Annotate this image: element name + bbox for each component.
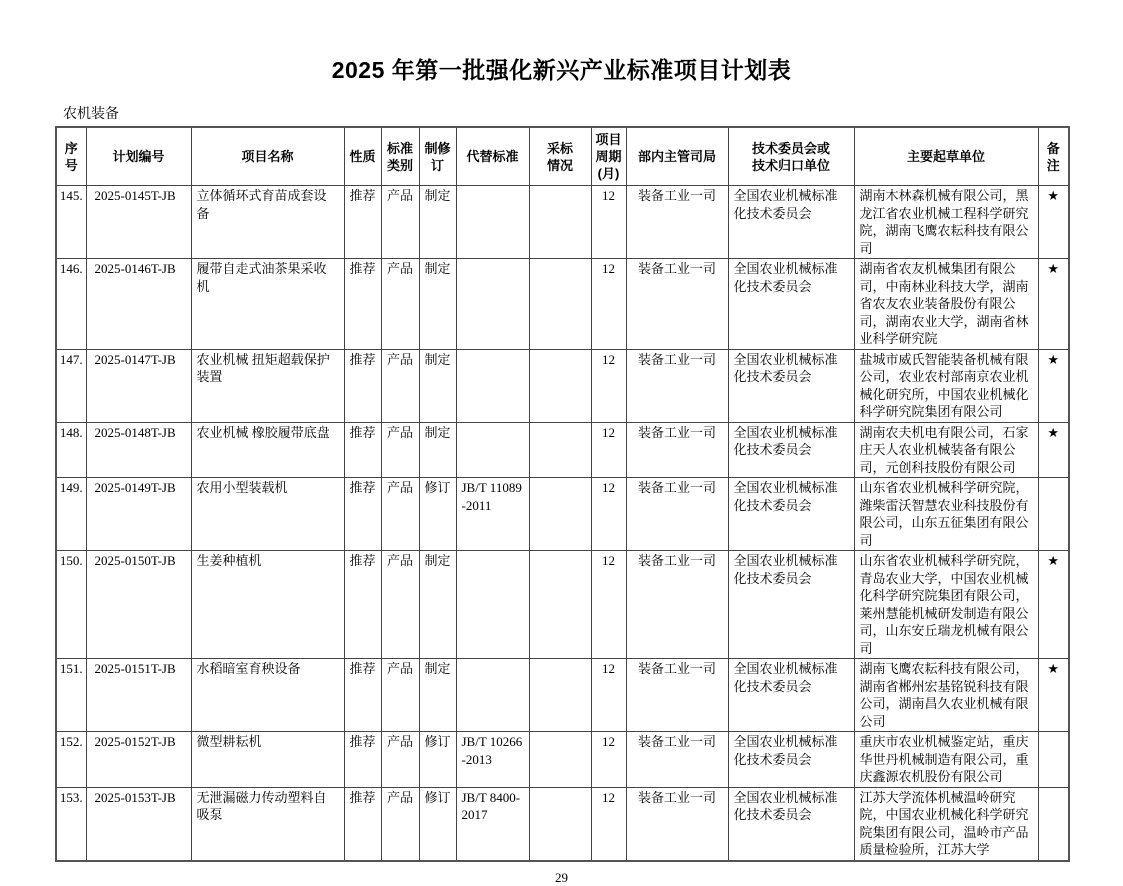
cell-nature: 推荐: [344, 551, 381, 659]
cell-name: 农业机械 橡胶履带底盘: [191, 422, 344, 478]
cell-committee: 全国农业机械标准化技术委员会: [728, 659, 854, 732]
cell-drafters: 湖南农夫机电有限公司，石家庄天人农业机械装备有限公司，元创科技股份有限公司: [854, 422, 1038, 478]
cell-cycle: 12: [591, 659, 626, 732]
cell-plan_no: 2025-0151T-JB: [86, 659, 191, 732]
cell-action: 制定: [419, 349, 456, 422]
cell-cycle: 12: [591, 732, 626, 788]
cell-adoption: [529, 478, 591, 551]
cell-remark: ★: [1038, 259, 1069, 350]
table-row: [56, 787, 1069, 861]
cell-adoption: [529, 349, 591, 422]
cell-plan_no: 2025-0148T-JB: [86, 422, 191, 478]
table-row: [56, 732, 1069, 788]
cell-committee: 全国农业机械标准化技术委员会: [728, 259, 854, 350]
standards-plan-table: [55, 126, 1070, 862]
table-row: [56, 551, 1069, 659]
cell-replaces: JB/T 11089-2011: [456, 478, 529, 551]
cell-plan_no: 2025-0149T-JB: [86, 478, 191, 551]
cell-no: 151.: [56, 659, 86, 732]
cell-committee: 全国农业机械标准化技术委员会: [728, 551, 854, 659]
cell-drafters: 盐城市威氏智能装备机械有限公司，农业农村部南京农业机械化研究所，中国农业机械化科学研究院集团有限公司: [854, 349, 1038, 422]
cell-name: 无泄漏磁力传动塑料自吸泵: [191, 787, 344, 861]
table-row: [56, 186, 1069, 259]
cell-category: 产品: [381, 422, 419, 478]
cell-category: 产品: [381, 732, 419, 788]
cell-drafters: 重庆市农业机械鉴定站，重庆华世丹机械制造有限公司，重庆鑫源农机股份有限公司: [854, 732, 1038, 788]
header-cell-category: 标准 类别: [381, 127, 419, 186]
cell-bureau: 装备工业一司: [626, 349, 728, 422]
cell-replaces: [456, 186, 529, 259]
cell-plan_no: 2025-0153T-JB: [86, 787, 191, 861]
cell-no: 147.: [56, 349, 86, 422]
header-cell-replaces: 代替标准: [456, 127, 529, 186]
cell-committee: 全国农业机械标准化技术委员会: [728, 732, 854, 788]
header-cell-name: 项目名称: [191, 127, 344, 186]
cell-name: 微型耕耘机: [191, 732, 344, 788]
cell-action: 修订: [419, 732, 456, 788]
cell-remark: [1038, 787, 1069, 861]
cell-no: 148.: [56, 422, 86, 478]
cell-drafters: 山东省农业机械科学研究院，潍柴雷沃智慧农业科技股份有限公司，山东五征集团有限公司: [854, 478, 1038, 551]
cell-nature: 推荐: [344, 349, 381, 422]
section-label: 农机装备: [63, 107, 119, 122]
cell-action: 制定: [419, 659, 456, 732]
cell-nature: 推荐: [344, 659, 381, 732]
cell-replaces: [456, 259, 529, 350]
cell-adoption: [529, 659, 591, 732]
cell-nature: 推荐: [344, 422, 381, 478]
header-cell-action: 制修 订: [419, 127, 456, 186]
table-head: [56, 127, 1069, 186]
cell-plan_no: 2025-0152T-JB: [86, 732, 191, 788]
cell-plan_no: 2025-0150T-JB: [86, 551, 191, 659]
cell-name: 立体循环式育苗成套设备: [191, 186, 344, 259]
cell-cycle: 12: [591, 422, 626, 478]
table-body: [56, 186, 1069, 861]
cell-committee: 全国农业机械标准化技术委员会: [728, 478, 854, 551]
cell-name: 农用小型装载机: [191, 478, 344, 551]
cell-category: 产品: [381, 659, 419, 732]
cell-replaces: [456, 422, 529, 478]
cell-no: 153.: [56, 787, 86, 861]
cell-nature: 推荐: [344, 787, 381, 861]
cell-remark: ★: [1038, 551, 1069, 659]
cell-no: 152.: [56, 732, 86, 788]
cell-adoption: [529, 422, 591, 478]
table-row: [56, 422, 1069, 478]
cell-drafters: 湖南省农友机械集团有限公司，中南林业科技大学，湖南省农友农业装备股份有限公司，湖南农业大学，湖南省林业科学研究院: [854, 259, 1038, 350]
cell-no: 149.: [56, 478, 86, 551]
cell-bureau: 装备工业一司: [626, 422, 728, 478]
cell-replaces: [456, 659, 529, 732]
cell-replaces: [456, 349, 529, 422]
cell-bureau: 装备工业一司: [626, 659, 728, 732]
cell-drafters: 山东省农业机械科学研究院，青岛农业大学，中国农业机械化科学研究院集团有限公司，莱州慧能机械研发制造有限公司，山东安丘瑞龙机械有限公司: [854, 551, 1038, 659]
cell-replaces: JB/T 8400-2017: [456, 787, 529, 861]
cell-plan_no: 2025-0146T-JB: [86, 259, 191, 350]
cell-adoption: [529, 787, 591, 861]
cell-replaces: JB/T 10266-2013: [456, 732, 529, 788]
table-row: [56, 259, 1069, 350]
table-row: [56, 349, 1069, 422]
cell-cycle: 12: [591, 478, 626, 551]
header-cell-committee: 技术委员会或 技术归口单位: [728, 127, 854, 186]
cell-adoption: [529, 186, 591, 259]
cell-cycle: 12: [591, 259, 626, 350]
page-number: 29: [555, 869, 568, 885]
cell-nature: 推荐: [344, 259, 381, 350]
cell-action: 制定: [419, 186, 456, 259]
cell-bureau: 装备工业一司: [626, 186, 728, 259]
cell-remark: ★: [1038, 349, 1069, 422]
cell-category: 产品: [381, 259, 419, 350]
header-cell-plan_no: 计划编号: [86, 127, 191, 186]
document-page: [55, 52, 1068, 886]
page-title: 2025 年第一批强化新兴产业标准项目计划表: [331, 57, 792, 83]
cell-remark: [1038, 732, 1069, 788]
cell-cycle: 12: [591, 787, 626, 861]
cell-category: 产品: [381, 787, 419, 861]
header-cell-adoption: 采标 情况: [529, 127, 591, 186]
table-header-row: [56, 127, 1069, 186]
cell-cycle: 12: [591, 551, 626, 659]
cell-drafters: 湖南木林森机械有限公司，黑龙江省农业机械工程科学研究院，湖南飞鹰农耘科技有限公司: [854, 186, 1038, 259]
cell-remark: ★: [1038, 422, 1069, 478]
cell-action: 修订: [419, 787, 456, 861]
cell-committee: 全国农业机械标准化技术委员会: [728, 349, 854, 422]
cell-category: 产品: [381, 551, 419, 659]
cell-action: 制定: [419, 259, 456, 350]
header-cell-nature: 性质: [344, 127, 381, 186]
cell-cycle: 12: [591, 186, 626, 259]
table-row: [56, 478, 1069, 551]
cell-drafters: 湖南飞鹰农耘科技有限公司，湖南省郴州宏基铭锐科技有限公司，湖南昌久农业机械有限公司: [854, 659, 1038, 732]
cell-name: 履带自走式油茶果采收机: [191, 259, 344, 350]
header-cell-no: 序 号: [56, 127, 86, 186]
cell-bureau: 装备工业一司: [626, 787, 728, 861]
header-cell-remark: 备 注: [1038, 127, 1069, 186]
cell-adoption: [529, 732, 591, 788]
cell-name: 农业机械 扭矩超载保护装置: [191, 349, 344, 422]
cell-plan_no: 2025-0145T-JB: [86, 186, 191, 259]
header-cell-cycle: 项目 周期 (月): [591, 127, 626, 186]
cell-nature: 推荐: [344, 478, 381, 551]
cell-no: 145.: [56, 186, 86, 259]
cell-bureau: 装备工业一司: [626, 551, 728, 659]
cell-no: 146.: [56, 259, 86, 350]
cell-adoption: [529, 551, 591, 659]
header-cell-bureau: 部内主管司局: [626, 127, 728, 186]
cell-bureau: 装备工业一司: [626, 259, 728, 350]
cell-nature: 推荐: [344, 732, 381, 788]
cell-drafters: 江苏大学流体机械温岭研究院，中国农业机械化科学研究院集团有限公司，温岭市产品质量检验所，江苏大学: [854, 787, 1038, 861]
cell-category: 产品: [381, 478, 419, 551]
cell-cycle: 12: [591, 349, 626, 422]
cell-plan_no: 2025-0147T-JB: [86, 349, 191, 422]
cell-action: 制定: [419, 551, 456, 659]
cell-committee: 全国农业机械标准化技术委员会: [728, 186, 854, 259]
cell-adoption: [529, 259, 591, 350]
cell-committee: 全国农业机械标准化技术委员会: [728, 787, 854, 861]
cell-remark: ★: [1038, 659, 1069, 732]
table-row: [56, 659, 1069, 732]
cell-name: 水稻暗室育秧设备: [191, 659, 344, 732]
cell-category: 产品: [381, 349, 419, 422]
cell-action: 制定: [419, 422, 456, 478]
cell-replaces: [456, 551, 529, 659]
cell-bureau: 装备工业一司: [626, 732, 728, 788]
cell-action: 修订: [419, 478, 456, 551]
cell-bureau: 装备工业一司: [626, 478, 728, 551]
cell-remark: [1038, 478, 1069, 551]
cell-category: 产品: [381, 186, 419, 259]
cell-no: 150.: [56, 551, 86, 659]
header-cell-drafters: 主要起草单位: [854, 127, 1038, 186]
cell-nature: 推荐: [344, 186, 381, 259]
cell-name: 生姜种植机: [191, 551, 344, 659]
cell-remark: ★: [1038, 186, 1069, 259]
cell-committee: 全国农业机械标准化技术委员会: [728, 422, 854, 478]
